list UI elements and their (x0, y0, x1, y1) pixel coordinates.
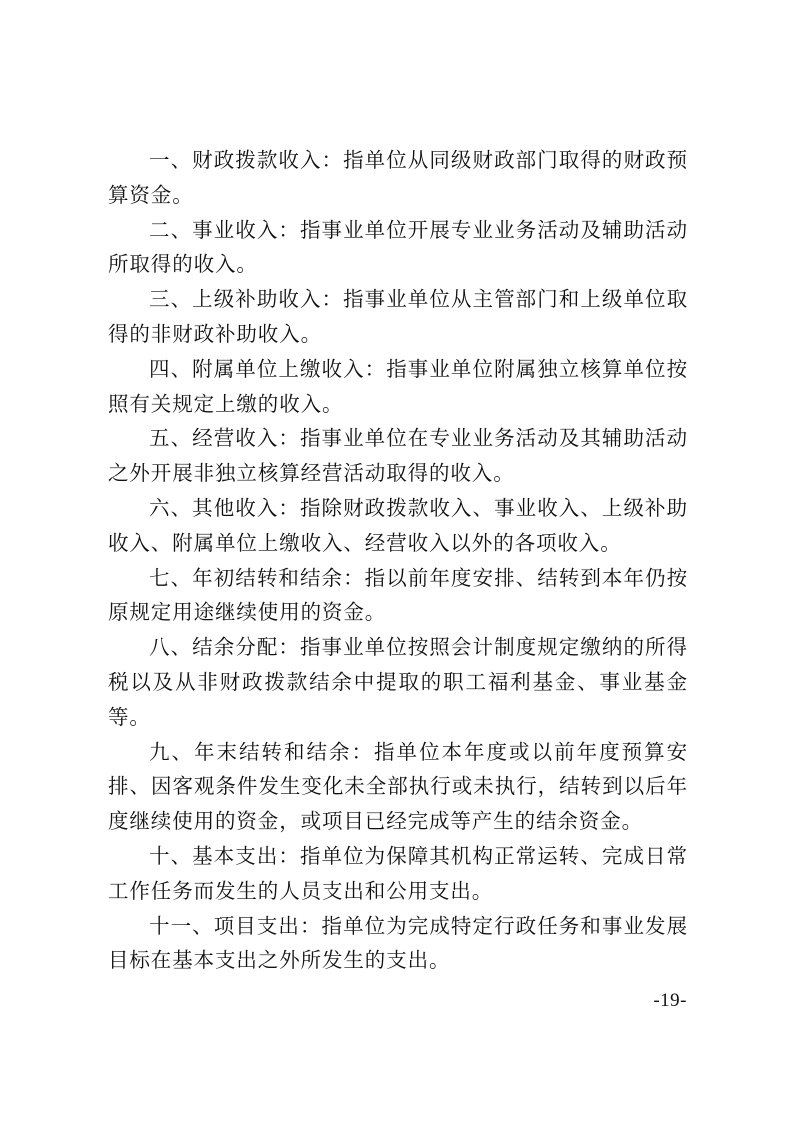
paragraph-10: 十、基本支出：指单位为保障其机构正常运转、完成日常工作任务而发生的人员支出和公用支出。 (108, 843, 688, 903)
page-number: -19- (653, 990, 687, 1011)
paragraph-9: 九、年末结转和结余：指单位本年度或以前年度预算安排、因客观条件发生变化未全部执行或未执行，结转到以后年度继续使用的资金，或项目已经完成等产生的结余资金。 (108, 739, 688, 834)
paragraph-11: 十一、项目支出：指单位为完成特定行政任务和事业发展目标在基本支出之外所发生的支出。 (108, 913, 688, 973)
body-text (108, 143, 688, 978)
paragraph-6: 六、其他收入：指除财政拨款收入、事业收入、上级补助收入、附属单位上缴收入、经营收入以外的各项收入。 (108, 495, 688, 555)
paragraph-2: 二、事业收入：指事业单位开展专业业务活动及辅助活动所取得的收入。 (108, 217, 688, 277)
paragraph-5: 五、经营收入：指事业单位在专业业务活动及其辅助活动之外开展非独立核算经营活动取得的收入。 (108, 426, 688, 486)
paragraph-7: 七、年初结转和结余：指以前年度安排、结转到本年仍按原规定用途继续使用的资金。 (108, 565, 688, 625)
paragraph-3: 三、上级补助收入：指事业单位从主管部门和上级单位取得的非财政补助收入。 (108, 287, 688, 346)
paragraph-1: 一、财政拨款收入：指单位从同级财政部门取得的财政预算资金。 (108, 148, 688, 207)
paragraph-4: 四、附属单位上缴收入：指事业单位附属独立核算单位按照有关规定上缴的收入。 (108, 356, 688, 416)
paragraph-8: 八、结余分配：指事业单位按照会计制度规定缴纳的所得税以及从非财政拨款结余中提取的职工福利基金、事业基金等。 (108, 635, 688, 729)
